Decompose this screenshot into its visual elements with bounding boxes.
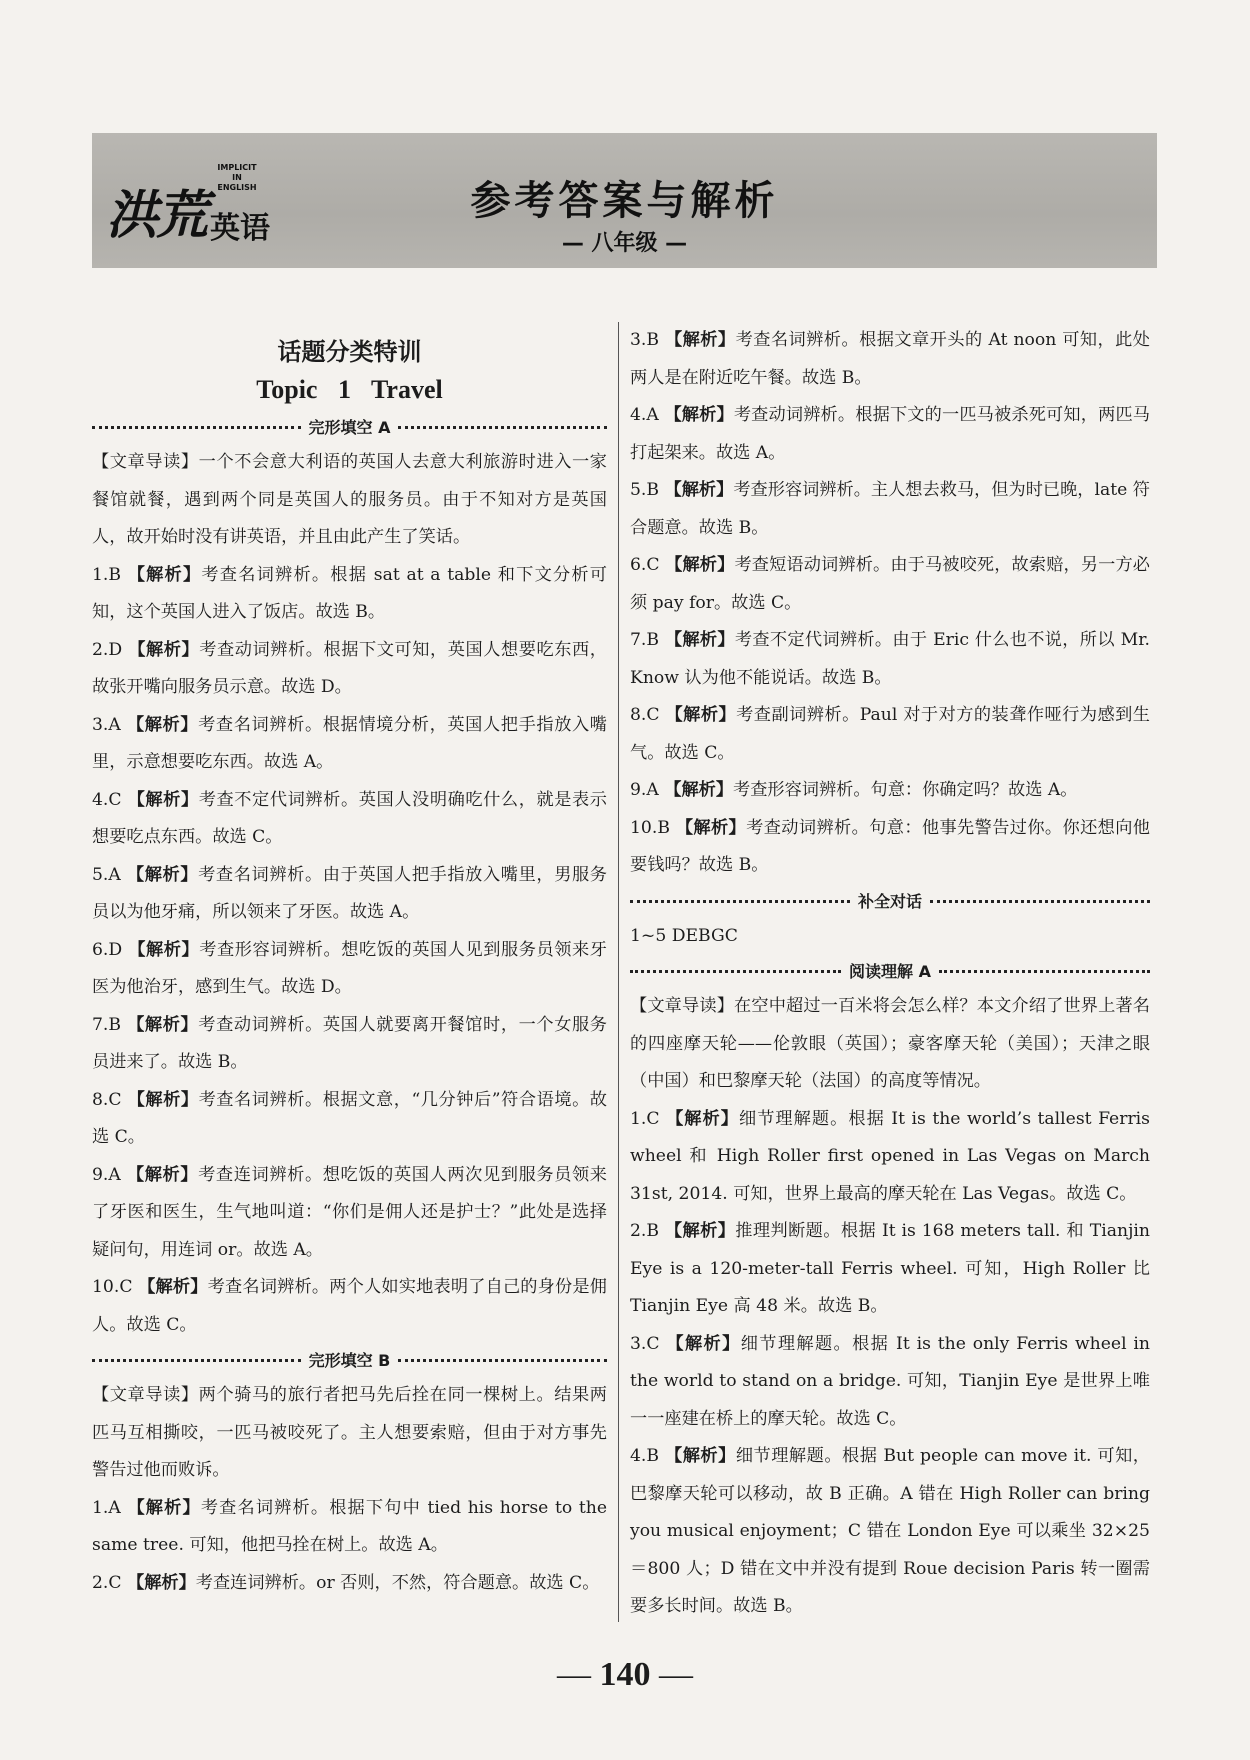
topic-title: Topic 1 Travel [256,375,443,404]
answer-item: 4.C 【解析】考查不定代词辨析。英国人没明确吃什么，就是表示想要吃点东西。故选 C。 [92,789,607,847]
right-column [630,322,1150,1626]
cloze-b-answers-continued [630,322,1150,885]
grade-label: — 八年级 — [561,231,688,256]
answer-item: 4.A 【解析】考查动词辨析。根据下文的一匹马被杀死可知，两匹马打起架来。故选 A。 [630,405,1150,463]
answer-item: 10.C 【解析】考查名词辨析。两个人如实地表明了自己的身份是佣人。故选 C。 [92,1277,607,1335]
answer-item: 7.B 【解析】考查不定代词辨析。由于 Eric 什么也不说，所以 Mr. Know 认为他不能说话。故选 B。 [630,630,1150,688]
dialogue-header: 补全对话 [630,889,1150,912]
cloze-b-guide: 【文章导读】两个骑马的旅行者把马先后拴在同一棵树上。结果两匹马互相撕咬，一匹马被咬死了。主人想要索赔，但由于对方事先警告过他而败诉。 [92,1385,607,1480]
answer-item: 6.C 【解析】考查短语动词辨析。由于马被咬死，故索赔，另一方必须 pay for。故选 C。 [630,555,1150,613]
page-title: 参考答案与解析 [470,178,779,224]
dialogue-answers: 1~5 DEBGC [630,925,738,946]
page-header [92,133,1157,268]
answer-item: 10.B 【解析】考查动词辨析。句意：他事先警告过你。你还想向他要钱吗？故选 B。 [630,817,1150,875]
answer-item: 3.B 【解析】考查名词辨析。根据文章开头的 At noon 可知，此处两人是在附近吃午餐。故选 B。 [630,330,1150,388]
answer-item: 7.B 【解析】考查动词辨析。英国人就要离开餐馆时，一个女服务员进来了。故选 B。 [92,1014,607,1072]
reading-a-header: 阅读理解 A [630,959,1150,982]
column-divider [618,322,619,1622]
answer-item: 1.C 【解析】细节理解题。根据 It is the world’s tallest Ferris wheel 和 High Roller first opened in Las Vegas on March 31st, 2014. 可知，世界上最高的摩天轮在 Las Vegas。故选 C。 [630,1108,1150,1204]
logo-hanzi: 洪荒 [106,186,207,246]
answer-item: 5.B 【解析】考查形容词辨析。主人想去救马，但为时已晚，late 符合题意。故选 B。 [630,480,1150,538]
cloze-b-header: 完形填空 B [92,1348,607,1371]
cloze-a-answers [92,557,607,1345]
answer-item: 2.C 【解析】考查连词辨析。or 否则，不然，符合题意。故选 C。 [92,1572,600,1593]
logo-english-hanzi: 英语 [210,211,270,246]
cloze-a-guide: 【文章导读】一个不会意大利语的英国人去意大利旅游时进入一家餐馆就餐，遇到两个同是英国人的服务员。由于不知对方是英国人，故开始时没有讲英语，并且由此产生了笑话。 [92,452,607,547]
answer-item: 1.B 【解析】考查名词辨析。根据 sat at a table 和下文分析可知，这个英国人进入了饭店。故选 B。 [92,564,607,622]
answer-item: 2.B 【解析】推理判断题。根据 It is 168 meters tall. 和 Tianjin Eye is a 120-meter-tall Ferris wheel. 可知，High Roller 比 Tianjin Eye 高 48 米。故选 B。 [630,1221,1150,1316]
cloze-b-answers [92,1490,607,1603]
cloze-a-header: 完形填空 A [92,415,607,438]
answer-item: 6.D 【解析】考查形容词辨析。想吃饭的英国人见到服务员领来牙医为他治牙，感到生气。故选 D。 [92,939,607,997]
answer-item: 4.B 【解析】细节理解题。根据 But people can move it. 可知，巴黎摩天轮可以移动，故 B 正确。A 错在 High Roller can bring you musical enjoyment；C 错在 London Eye 可以乘坐 32×25＝800 人；D 错在文中并没有提到 Roue decision Paris 转一圈需要多长时间。故选 B。 [630,1446,1150,1616]
answer-item: 2.D 【解析】考查动词辨析。根据下文可知，英国人想要吃东西，故张开嘴向服务员示意。故选 D。 [92,639,607,697]
answer-item: 9.A 【解析】考查形容词辨析。句意：你确定吗？故选 A。 [630,780,1078,800]
logo-implicit-text: IMPLICIT IN ENGLISH [217,163,257,192]
answer-item: 9.A 【解析】考查连词辨析。想吃饭的英国人两次见到服务员领来了牙医和医生，生气地叫道：“你们是佣人还是护士？”此处是选择疑问句，用连词 or。故选 A。 [92,1164,607,1260]
answer-item: 3.A 【解析】考查名词辨析。根据情境分析，英国人把手指放入嘴里，示意想要吃东西。故选 A。 [92,714,607,772]
page-number: — 140 — [557,1656,693,1693]
left-column [92,322,607,1602]
section-title: 话题分类特训 [277,338,422,366]
reading-a-guide: 【文章导读】在空中超过一百米将会怎么样？本文介绍了世界上著名的四座摩天轮——伦敦眼（英国）；豪客摩天轮（美国）；天津之眼（中国）和巴黎摩天轮（法国）的高度等情况。 [630,996,1150,1091]
reading-a-answers [630,1101,1150,1626]
answer-item: 5.A 【解析】考查名词辨析。由于英国人把手指放入嘴里，男服务员以为他牙痛，所以领来了牙医。故选 A。 [92,864,607,922]
answer-item: 1.A 【解析】考查名词辨析。根据下句中 tied his horse to the same tree. 可知，他把马拴在树上。故选 A。 [92,1497,607,1555]
answer-item: 3.C 【解析】细节理解题。根据 It is the only Ferris wheel in the world to stand on a bridge. 可知，Tianjin Eye 是世界上唯一一座建在桥上的摩天轮。故选 C。 [630,1333,1150,1429]
answer-item: 8.C 【解析】考查名词辨析。根据文意，“几分钟后”符合语境。故选 C。 [92,1089,607,1147]
answer-item: 8.C 【解析】考查副词辨析。Paul 对于对方的装聋作哑行为感到生气。故选 C。 [630,705,1150,763]
